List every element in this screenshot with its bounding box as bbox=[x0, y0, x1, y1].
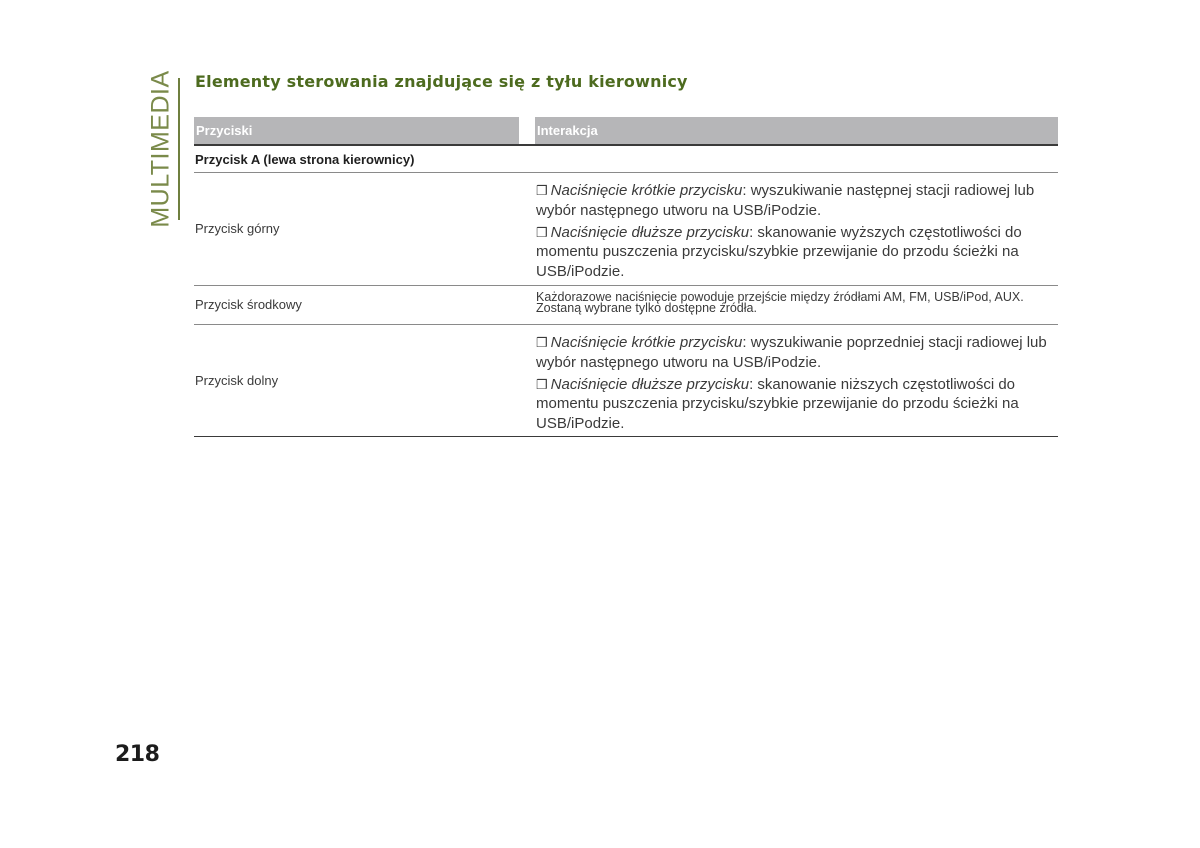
interaction-item bbox=[536, 223, 1058, 282]
interaction-item bbox=[536, 333, 1058, 372]
interaction-cell bbox=[536, 173, 1058, 281]
press-type: Naciśnięcie krótkie przycisku bbox=[550, 182, 743, 199]
button-name: Przycisk górny bbox=[195, 221, 280, 236]
section-label-text: MULTIMEDIA bbox=[146, 70, 175, 228]
press-description: : skanowanie wyższych częstotliwości do momentu puszczenia przycisku/szybkie przewijanie do przodu ścieżki na USB/iPodzie. bbox=[536, 223, 1022, 280]
table-row bbox=[194, 286, 1058, 325]
checkbox-bullet-icon: ❒ bbox=[536, 224, 548, 240]
interaction-cell bbox=[536, 325, 1058, 433]
table-row bbox=[194, 325, 1058, 437]
interaction-item bbox=[536, 181, 1058, 220]
press-description: : wyszukiwanie poprzedniej stacji radiowej lub wybór następnego utworu na USB/iPodzie. bbox=[536, 334, 1047, 371]
section-divider bbox=[178, 78, 180, 220]
interaction-item bbox=[536, 375, 1058, 434]
table-header bbox=[194, 117, 1058, 146]
group-label: Przycisk A (lewa strona kierownicy) bbox=[195, 152, 415, 167]
interaction-cell bbox=[536, 286, 1058, 314]
press-type: Naciśnięcie dłuższe przycisku bbox=[550, 375, 750, 393]
checkbox-bullet-icon: ❒ bbox=[536, 183, 548, 198]
press-description: : wyszukiwanie następnej stacji radiowej lub wybór następnego utworu na USB/iPodzie. bbox=[536, 182, 1035, 219]
press-type: Naciśnięcie krótkie przycisku bbox=[550, 334, 743, 351]
press-description: : skanowanie niższych częstotliwości do momentu puszczenia przycisku/szybkie przewijanie do przodu ścieżki na USB/iPodzie. bbox=[536, 375, 1019, 432]
controls-table bbox=[194, 117, 1058, 437]
header-buttons: Przyciski bbox=[194, 117, 519, 144]
interaction-text: Każdorazowe naciśnięcie powoduje przejście między źródłami AM, FM, USB/iPod, AUX. Zostaną wybrane tylko dostępne źródła. bbox=[536, 290, 1024, 315]
checkbox-bullet-icon: ❒ bbox=[536, 335, 548, 350]
button-name: Przycisk dolny bbox=[195, 373, 279, 388]
page-title: Elementy sterowania znajdujące się z tyłu kierownicy bbox=[195, 72, 688, 91]
press-type: Naciśnięcie dłuższe przycisku bbox=[550, 223, 750, 241]
group-row bbox=[194, 146, 1058, 173]
button-name: Przycisk środkowy bbox=[195, 297, 302, 312]
section-side-label bbox=[144, 70, 178, 228]
table-row bbox=[194, 173, 1058, 286]
checkbox-bullet-icon: ❒ bbox=[536, 376, 548, 392]
page-number: 218 bbox=[115, 742, 160, 767]
header-interaction: Interakcja bbox=[535, 117, 1058, 144]
